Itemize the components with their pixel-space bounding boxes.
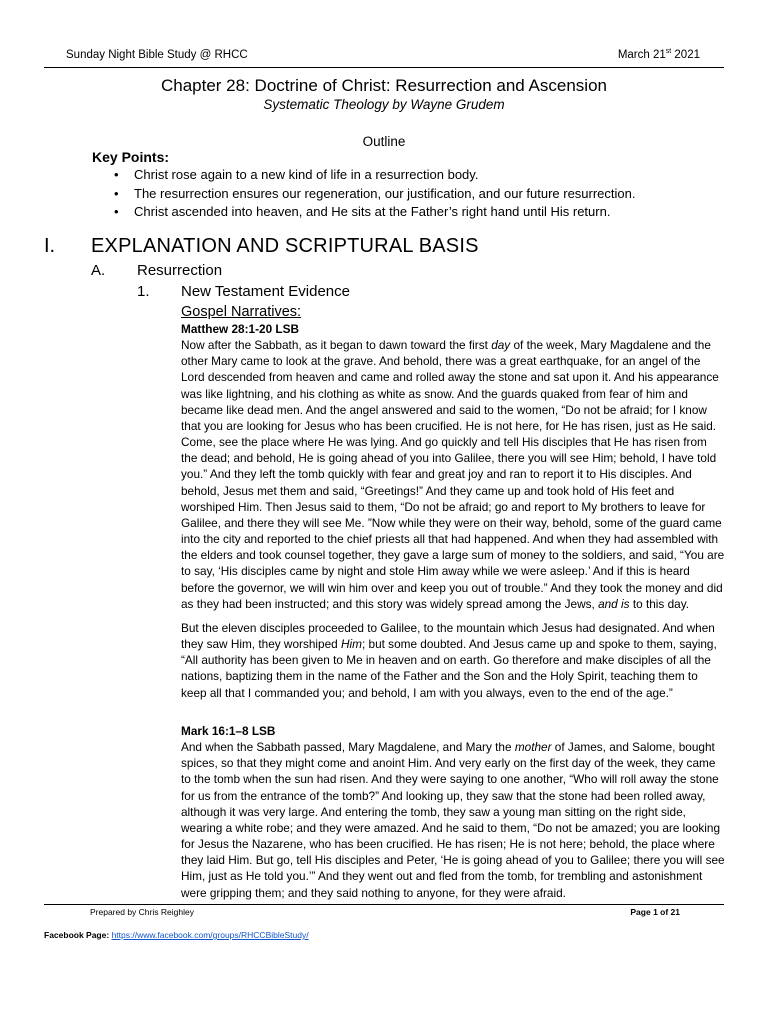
header-rule — [44, 67, 724, 68]
key-point-text: Christ rose again to a new kind of life in a resurrection body. — [134, 167, 479, 182]
key-point-item — [110, 203, 635, 222]
key-point-text: The resurrection ensures our regeneration, our justification, and our future resurrection. — [134, 185, 636, 201]
facebook-line — [44, 930, 309, 941]
bullet-icon: • — [114, 204, 119, 219]
key-point-item — [110, 166, 635, 185]
italic-run: Him — [340, 637, 362, 652]
outline-heading: Outline — [362, 134, 406, 149]
chapter-title: Chapter 28: Doctrine of Christ: Resurrection and Ascension — [160, 76, 607, 95]
key-point-item — [110, 185, 635, 204]
subsection-title: Resurrection — [137, 262, 223, 279]
footer-rule — [44, 904, 724, 905]
matthew-paragraph-1 — [181, 337, 726, 612]
italic-run: and is — [598, 596, 630, 611]
text-run: Now after the Sabbath, as it began to dawn toward the first — [181, 338, 492, 353]
mark-passage — [181, 723, 726, 901]
chapter-subtitle: Systematic Theology by Wayne Grudem — [263, 97, 505, 112]
mark-paragraph-1 — [181, 739, 726, 901]
facebook-label: Facebook Page: — [44, 930, 110, 940]
bullet-icon: • — [114, 185, 119, 201]
page-number: Page 1 of 21 — [630, 907, 680, 917]
bullet-icon: • — [114, 167, 119, 182]
date-year: 2021 — [671, 49, 700, 61]
matthew-paragraph-2 — [181, 620, 726, 701]
text-run: But the eleven disciples proceeded to Galilee, to the mountain which Jesus had designated. And when they saw Him, they worshiped — [181, 621, 715, 652]
subsection-letter: A. — [91, 262, 106, 279]
text-run: to this day. — [629, 596, 689, 611]
italic-run: mother — [514, 740, 552, 755]
matthew-reference: Matthew 28:1-20 LSB — [181, 322, 299, 336]
key-point-text: Christ ascended into heaven, and He sits at the Father’s right hand until His return. — [134, 204, 611, 219]
subsubsection-number: 1. — [137, 283, 150, 300]
text-run: And when the Sabbath passed, Mary Magdalene, and Mary the — [181, 740, 515, 755]
facebook-link[interactable]: https://www.facebook.com/groups/RHCCBibleStudy/ — [111, 930, 309, 940]
text-run: of the week, Mary Magdalene and the other Mary came to look at the grave. And behold, there was a great earthquake, for an angel of the Lord descended from heaven and came and rolled away the stone and sat upon it. And his appearance was like lightning, and his clothing as white as snow. And the guards quaked from fear of him and became like dead men. And the angel answered and said to the women, “Do not be afraid; for I know that you are looking for Jesus who has been crucified. He is not here, for He has risen, just as He said. Come, see the place where He was lying. And go quickly and tell His disciples that He has risen from the dead; and behold, He is going ahead of you into Galilee, there you will see Him; behold, I have told you.” And they left the tomb quickly with fear and great joy and ran to report it to His disciples. And behold, Jesus met them and said, “Greetings!” And they came up and took hold of His feet and worshiped Him. Then Jesus said to them, “Do not be afraid; go and report to My brothers to leave for Galilee, and there they will see Me. ”Now while they were on their way, behold, some of the guard came into the city and reported to the chief priests all that had happened. And when they had assembled with the elders and took counsel together, they gave a large sum of money to the soldiers, and said, “You are to say, ‘His disciples came by night and stole Him away while we were asleep.’ And if this is heard before the governor, we will win him over and keep you out of trouble.” And they took the money and did as they had been instructed; and this story was widely spread among the Jews, — [181, 338, 725, 611]
matthew-passage-continued — [181, 620, 726, 701]
date-main: March 21 — [617, 49, 666, 61]
mark-reference: Mark 16:1–8 LSB — [181, 724, 276, 738]
matthew-passage — [181, 321, 726, 612]
gospel-narratives-heading: Gospel Narratives: — [181, 304, 302, 320]
section-number: I. — [44, 235, 56, 257]
running-header-date — [618, 48, 700, 62]
date-suffix: st — [665, 48, 672, 55]
text-run: of James, and Salome, bought spices, so that they might come and anoint Him. And very early on the first day of the week, they came to the tomb when the sun had risen. And they were saying to one another, “Who will roll away the stone for us from the entrance of the tomb?” And looking up, they saw that the stone had been rolled away, although it was very large. And entering the tomb, they saw a young man sitting on the right side, wearing a white robe; and they were amazed. And he said to them, “Do not be amazed; you are looking for Jesus the Nazarene, who has been crucified. He has risen; He is not here; behold, the place where they laid Him. But go, tell His disciples and Peter, ‘He is going ahead of you to Galilee; there you will see Him, just as He told you.’” And they went out and fled from the tomb, for trembling and astonishment were gripping them; and they said nothing to anyone, for they were afraid. — [181, 740, 725, 900]
section-title: EXPLANATION AND SCRIPTURAL BASIS — [91, 235, 479, 257]
text-run: ; but some doubted. And Jesus came up and spoke to them, saying, “All authority has been given to Me in heaven and on earth. Go therefore and make disciples of all the nations, baptizing them in the name of the Father and the Son and the Holy Spirit, teaching them to keep all that I commanded you; and behold, I am with you always, even to the end of the age.” — [181, 637, 717, 700]
prepared-by: Prepared by Chris Reighley — [90, 907, 194, 917]
subsubsection-title: New Testament Evidence — [181, 283, 350, 300]
italic-run: day — [491, 338, 511, 353]
running-header-left: Sunday Night Bible Study @ RHCC — [66, 49, 248, 61]
key-points-heading: Key Points: — [92, 149, 170, 165]
key-points-list — [110, 166, 635, 222]
